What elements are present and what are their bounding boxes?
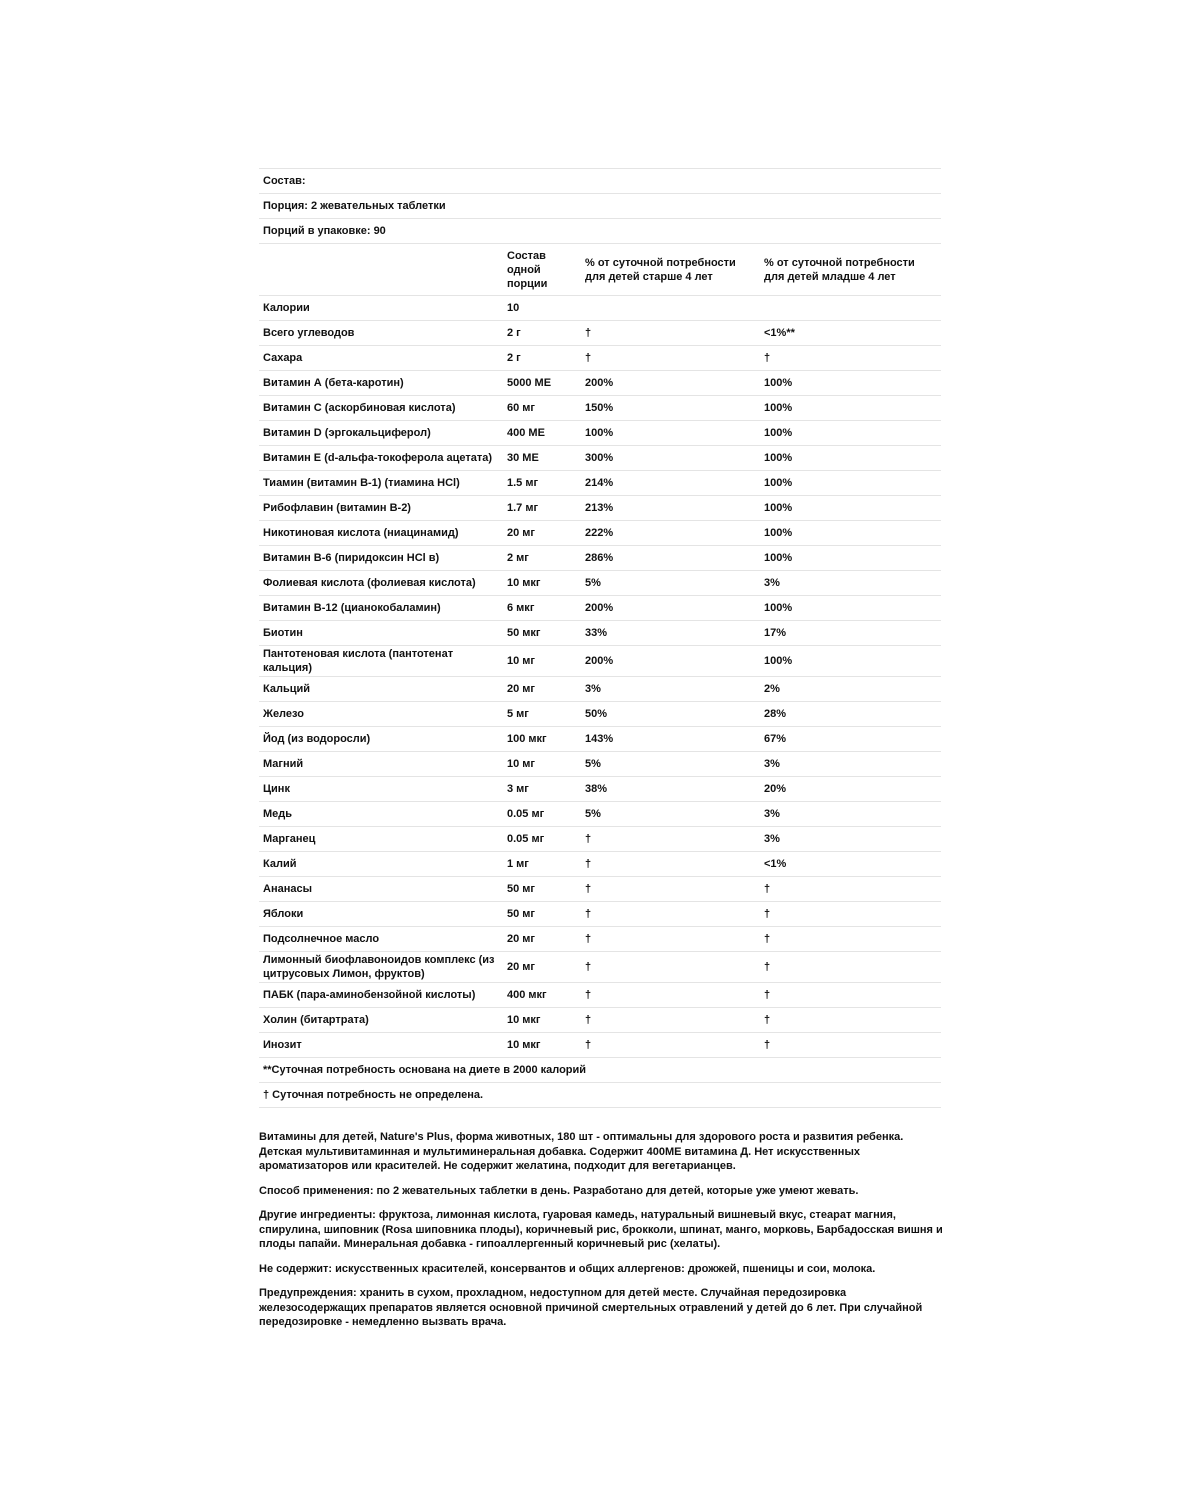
nutrient-amount: 10	[503, 296, 581, 321]
nutrient-dv-under4: 100%	[760, 396, 941, 421]
nutrient-amount: 10 мг	[503, 752, 581, 777]
nutrient-dv-under4: †	[760, 1033, 941, 1058]
nutrient-amount: 0.05 мг	[503, 827, 581, 852]
table-row	[259, 471, 941, 496]
nutrient-name: Магний	[259, 752, 503, 777]
nutrient-name: Яблоки	[259, 902, 503, 927]
nutrient-dv-under4: †	[760, 346, 941, 371]
nutrient-amount: 1.7 мг	[503, 496, 581, 521]
nutrient-amount: 100 мкг	[503, 727, 581, 752]
nutrient-dv-under4: †	[760, 877, 941, 902]
nutrient-name: Всего углеводов	[259, 321, 503, 346]
nutrient-amount: 30 МЕ	[503, 446, 581, 471]
table-row	[259, 371, 941, 396]
description-warnings: Предупреждения: хранить в сухом, прохладном, недоступном для детей месте. Случайная передозировка железосодержащих препаратов является основной причиной смертельных отравлений у детей до 6 лет. При случайной передозировке - немедленно вызвать врача.	[259, 1287, 923, 1328]
nutrient-dv-under4	[760, 296, 941, 321]
nutrient-amount: 10 мкг	[503, 1008, 581, 1033]
supplement-facts	[259, 168, 941, 1108]
table-row	[259, 596, 941, 621]
description-other-ingredients: Другие ингредиенты: фруктоза, лимонная кислота, гуаровая камедь, натуральный вишневый вкус, стеарат магния, спирулина, шиповник (Rosa шиповника плоды), коричневый рис, брокколи, шпинат, манго, морковь, Барбадосская вишня и плоды папайи. Минеральная добавка - гипоаллергенный коричневый рис (хелаты).	[259, 1209, 943, 1250]
column-header-row	[259, 244, 941, 296]
nutrient-dv-over4: †	[581, 321, 760, 346]
nutrient-dv-under4: 3%	[760, 802, 941, 827]
serving-size: Порция: 2 жевательных таблетки	[259, 194, 941, 219]
table-row	[259, 496, 941, 521]
nutrient-dv-over4: †	[581, 852, 760, 877]
nutrient-name: Витамин В-6 (пиридоксин HCl в)	[259, 546, 503, 571]
table-row	[259, 521, 941, 546]
nutrient-dv-under4: 100%	[760, 521, 941, 546]
nutrient-dv-over4: †	[581, 877, 760, 902]
nutrient-amount: 10 мкг	[503, 571, 581, 596]
nutrient-dv-under4: 100%	[760, 546, 941, 571]
nutrient-dv-under4: 100%	[760, 421, 941, 446]
nutrient-dv-over4: 5%	[581, 802, 760, 827]
nutrient-dv-under4: 2%	[760, 677, 941, 702]
nutrient-dv-under4: 3%	[760, 571, 941, 596]
nutrient-amount: 50 мг	[503, 902, 581, 927]
nutrient-amount: 2 г	[503, 321, 581, 346]
nutrient-amount: 400 мкг	[503, 983, 581, 1008]
nutrient-dv-under4: 100%	[760, 646, 941, 677]
nutrient-name: Витамин А (бета-каротин)	[259, 371, 503, 396]
table-row	[259, 1008, 941, 1033]
nutrient-amount: 10 мкг	[503, 1033, 581, 1058]
servings-per-container-row	[259, 219, 941, 244]
table-row	[259, 927, 941, 952]
nutrient-dv-over4: 214%	[581, 471, 760, 496]
table-row	[259, 802, 941, 827]
description-intro: Витамины для детей, Nature's Plus, форма животных, 180 шт - оптимальны для здорового роста и развития ребенка. Детская мультивитаминная и мультиминеральная добавка. Содержит 400МЕ витамина Д. Нет искусственных ароматизаторов или красителей. Не содержит желатина, подходит для вегетарианцев.	[259, 1131, 904, 1172]
nutrient-dv-over4: 3%	[581, 677, 760, 702]
nutrient-name: Холин (битартрата)	[259, 1008, 503, 1033]
nutrient-dv-under4: †	[760, 902, 941, 927]
header-name	[259, 244, 503, 296]
nutrient-amount: 2 г	[503, 346, 581, 371]
table-row	[259, 727, 941, 752]
nutrient-name: Рибофлавин (витамин В-2)	[259, 496, 503, 521]
nutrient-dv-over4: †	[581, 346, 760, 371]
nutrient-dv-under4: †	[760, 983, 941, 1008]
nutrient-dv-over4: 5%	[581, 571, 760, 596]
nutrient-name: Йод (из водоросли)	[259, 727, 503, 752]
nutrient-amount: 0.05 мг	[503, 802, 581, 827]
nutrient-dv-under4: <1%**	[760, 321, 941, 346]
nutrient-name: Витамин Е (d-альфа-токоферола ацетата)	[259, 446, 503, 471]
table-row	[259, 1033, 941, 1058]
nutrient-name: Лимонный биофлавоноидов комплекс (из цитрусовых Лимон, фруктов)	[259, 952, 503, 983]
table-row	[259, 852, 941, 877]
table-title-row	[259, 169, 941, 194]
nutrient-amount: 6 мкг	[503, 596, 581, 621]
table-row	[259, 877, 941, 902]
nutrient-dv-under4: 3%	[760, 752, 941, 777]
nutrient-dv-over4: †	[581, 952, 760, 983]
description-free-from: Не содержит: искусственных красителей, консервантов и общих аллергенов: дрожжей, пшеницы и сои, молока.	[259, 1262, 876, 1275]
nutrient-dv-over4: 286%	[581, 546, 760, 571]
header-amount: Состав одной порции	[503, 244, 581, 296]
footnote-row	[259, 1058, 941, 1083]
description-usage: Способ применения: по 2 жевательных таблетки в день. Разработано для детей, которые уже умеют жевать.	[259, 1184, 859, 1197]
table-row	[259, 446, 941, 471]
nutrient-dv-over4: †	[581, 1008, 760, 1033]
nutrient-dv-over4: 150%	[581, 396, 760, 421]
nutrient-dv-over4: †	[581, 983, 760, 1008]
nutrient-dv-over4: †	[581, 902, 760, 927]
nutrient-amount: 1 мг	[503, 852, 581, 877]
nutrient-dv-under4: 100%	[760, 471, 941, 496]
nutrient-dv-over4: 222%	[581, 521, 760, 546]
serving-size-row	[259, 194, 941, 219]
nutrient-dv-over4: 100%	[581, 421, 760, 446]
nutrient-dv-over4: 50%	[581, 702, 760, 727]
nutrient-name: Марганец	[259, 827, 503, 852]
supplement-facts-table	[259, 168, 941, 1108]
nutrient-dv-over4: 143%	[581, 727, 760, 752]
nutrient-amount: 20 мг	[503, 521, 581, 546]
nutrient-dv-under4: †	[760, 952, 941, 983]
nutrient-name: ПАБК (пара-аминобензойной кислоты)	[259, 983, 503, 1008]
nutrient-dv-under4: 3%	[760, 827, 941, 852]
nutrient-name: Железо	[259, 702, 503, 727]
nutrient-name: Медь	[259, 802, 503, 827]
nutrient-dv-under4: †	[760, 1008, 941, 1033]
nutrient-name: Витамин D (эргокальциферол)	[259, 421, 503, 446]
nutrient-dv-over4: †	[581, 1033, 760, 1058]
nutrient-amount: 20 мг	[503, 927, 581, 952]
nutrient-amount: 60 мг	[503, 396, 581, 421]
table-row	[259, 421, 941, 446]
nutrient-name: Никотиновая кислота (ниацинамид)	[259, 521, 503, 546]
nutrient-name: Биотин	[259, 621, 503, 646]
nutrient-amount: 400 МЕ	[503, 421, 581, 446]
nutrient-dv-under4: 100%	[760, 446, 941, 471]
table-row	[259, 902, 941, 927]
table-row	[259, 621, 941, 646]
footnote-row	[259, 1083, 941, 1108]
nutrient-amount: 3 мг	[503, 777, 581, 802]
table-row	[259, 827, 941, 852]
product-description	[259, 1130, 949, 1340]
nutrient-amount: 1.5 мг	[503, 471, 581, 496]
nutrient-dv-over4	[581, 296, 760, 321]
nutrient-dv-over4: 213%	[581, 496, 760, 521]
nutrient-dv-over4: 300%	[581, 446, 760, 471]
nutrient-dv-over4: 200%	[581, 371, 760, 396]
nutrient-dv-under4: 100%	[760, 496, 941, 521]
nutrient-name: Кальций	[259, 677, 503, 702]
nutrient-name: Витамин В-12 (цианокобаламин)	[259, 596, 503, 621]
nutrient-dv-under4: 100%	[760, 596, 941, 621]
nutrient-dv-over4: 33%	[581, 621, 760, 646]
table-row	[259, 321, 941, 346]
table-row	[259, 702, 941, 727]
nutrient-dv-over4: †	[581, 827, 760, 852]
nutrient-amount: 5000 МЕ	[503, 371, 581, 396]
table-row	[259, 983, 941, 1008]
nutrient-dv-over4: †	[581, 927, 760, 952]
nutrient-dv-under4: <1%	[760, 852, 941, 877]
nutrient-dv-over4: 200%	[581, 596, 760, 621]
nutrient-dv-under4: †	[760, 927, 941, 952]
nutrient-amount: 10 мг	[503, 646, 581, 677]
nutrient-dv-over4: 5%	[581, 752, 760, 777]
table-row	[259, 677, 941, 702]
table-row	[259, 777, 941, 802]
table-row	[259, 396, 941, 421]
table-row	[259, 296, 941, 321]
nutrient-dv-under4: 20%	[760, 777, 941, 802]
nutrient-name: Сахара	[259, 346, 503, 371]
table-row	[259, 952, 941, 983]
nutrient-dv-under4: 100%	[760, 371, 941, 396]
nutrient-dv-over4: 200%	[581, 646, 760, 677]
servings-per-container: Порций в упаковке: 90	[259, 219, 941, 244]
footnote-daily-value: **Суточная потребность основана на диете в 2000 калорий	[259, 1058, 941, 1083]
table-row	[259, 571, 941, 596]
table-row	[259, 646, 941, 677]
nutrient-name: Витамин С (аскорбиновая кислота)	[259, 396, 503, 421]
nutrient-name: Инозит	[259, 1033, 503, 1058]
nutrient-amount: 5 мг	[503, 702, 581, 727]
table-row	[259, 752, 941, 777]
nutrient-amount: 50 мкг	[503, 621, 581, 646]
nutrient-name: Пантотеновая кислота (пантотенат кальция)	[259, 646, 503, 677]
nutrient-dv-under4: 67%	[760, 727, 941, 752]
nutrient-amount: 2 мг	[503, 546, 581, 571]
nutrient-name: Калий	[259, 852, 503, 877]
nutrient-amount: 20 мг	[503, 677, 581, 702]
nutrient-name: Цинк	[259, 777, 503, 802]
nutrient-name: Подсолнечное масло	[259, 927, 503, 952]
nutrient-name: Фолиевая кислота (фолиевая кислота)	[259, 571, 503, 596]
nutrient-dv-under4: 28%	[760, 702, 941, 727]
nutrient-amount: 20 мг	[503, 952, 581, 983]
nutrient-dv-over4: 38%	[581, 777, 760, 802]
table-row	[259, 546, 941, 571]
table-title: Состав:	[259, 169, 941, 194]
nutrient-name: Тиамин (витамин В-1) (тиамина HCl)	[259, 471, 503, 496]
table-row	[259, 346, 941, 371]
nutrient-dv-under4: 17%	[760, 621, 941, 646]
nutrient-name: Калории	[259, 296, 503, 321]
header-dv-over4: % от суточной потребности для детей старше 4 лет	[581, 244, 760, 296]
nutrient-amount: 50 мг	[503, 877, 581, 902]
header-dv-under4: % от суточной потребности для детей младше 4 лет	[760, 244, 941, 296]
nutrient-name: Ананасы	[259, 877, 503, 902]
footnote-not-established: † Суточная потребность не определена.	[259, 1083, 941, 1108]
